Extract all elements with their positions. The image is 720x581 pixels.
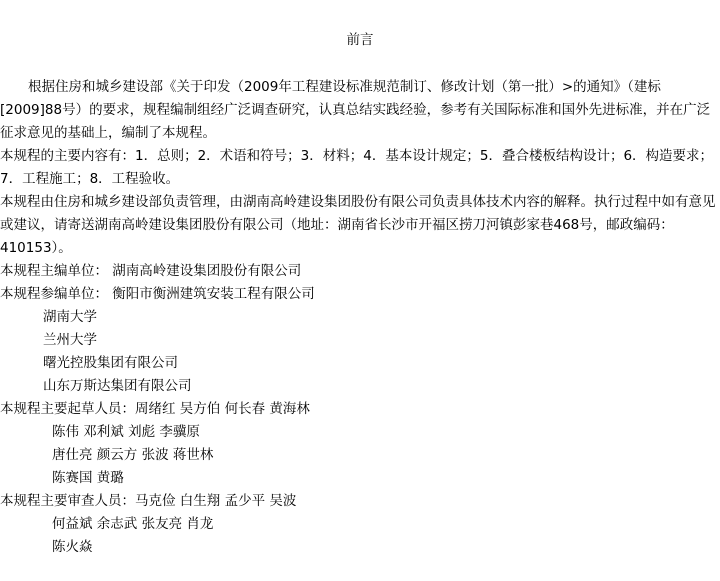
document-title: 前言 [346,32,374,48]
participant-org: 湖南大学 [43,309,97,325]
drafters-line: 本规程主要起草人员：周绪红 吴方伯 何长春 黄海林 [0,401,310,417]
participant-org: 曙光控股集团有限公司 [43,355,178,371]
contents-paragraph: 本规程的主要内容有：1．总则；2．术语和符号；3．材料；4．基本设计规定；5．叠合楼板结构设计；6．构造要求；7．工程施工；8．工程验收。 [0,148,714,187]
chief-editor-line: 本规程主编单位： 湖南高岭建设集团股份有限公司 [0,263,302,279]
drafter-names: 陈赛国 黄璐 [52,470,124,486]
drafter-names: 唐仕亮 颜云方 张波 蒋世林 [52,447,214,463]
reviewer-names: 何益斌 余志武 张友亮 肖龙 [52,516,214,532]
document-body [0,76,716,559]
drafter-names: 陈伟 邓利斌 刘彪 李骥原 [52,424,200,440]
management-paragraph: 本规程由住房和城乡建设部负责管理，由湖南高岭建设集团股份有限公司负责具体技术内容的解释。执行过程中如有意见或建议，请寄送湖南高岭建设集团股份有限公司（地址：湖南省长沙市开福区捞刀河镇彭家巷468号，邮政编码：410153）。 [0,194,716,256]
participants-line: 本规程参编单位： 衡阳市衡洲建筑安装工程有限公司 [0,286,315,302]
participant-org: 兰州大学 [43,332,97,348]
intro-paragraph: 根据住房和城乡建设部《关于印发（2009年工程建设标准规范制订、修改计划（第一批）>的通知》（建标[2009]88号）的要求，规程编制组经广泛调查研究，认真总结实践经验，参考有关国际标准和国外先进标准，并在广泛征求意见的基础上，编制了本规程。 [0,79,711,141]
participant-org: 山东万斯达集团有限公司 [43,378,192,394]
reviewer-names: 陈火焱 [52,539,93,555]
reviewers-line: 本规程主要审查人员：马克俭 白生翔 孟少平 吴波 [0,493,297,509]
